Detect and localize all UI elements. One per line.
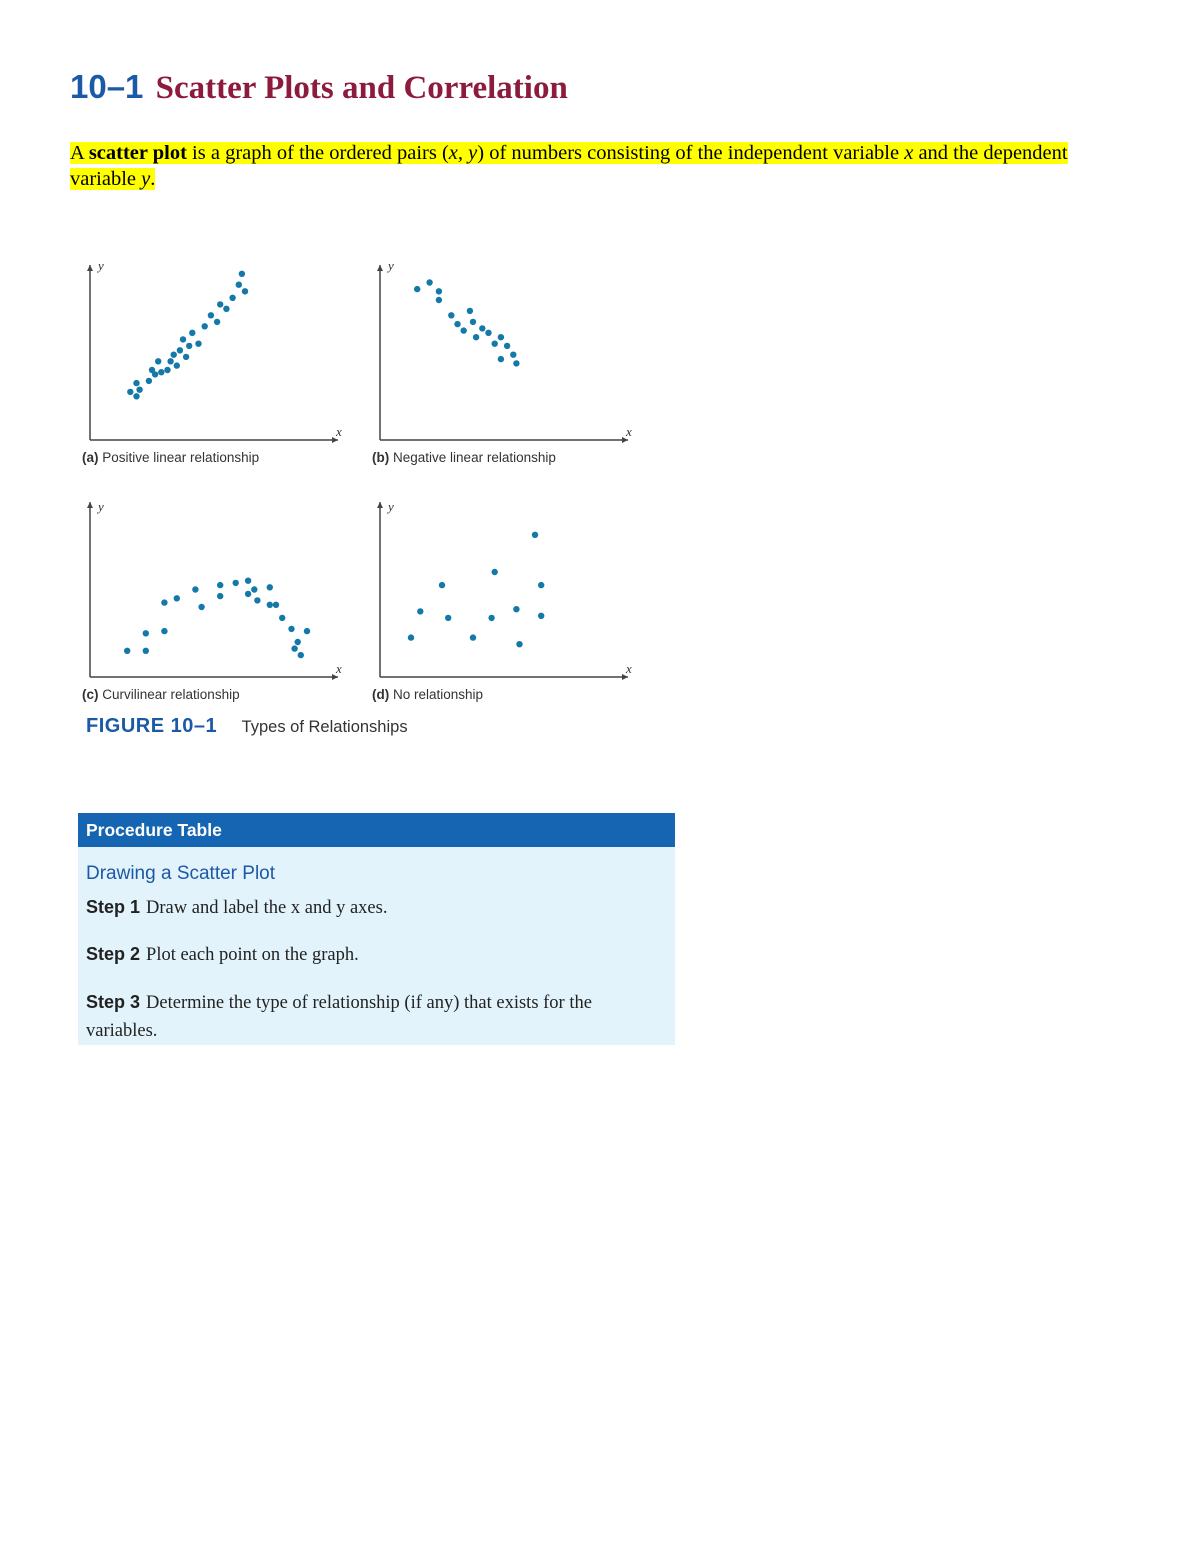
- data-point: [273, 602, 279, 608]
- scatter-panel-d: [360, 487, 650, 707]
- data-point: [236, 282, 242, 288]
- definition-text: and the dependent variable: [70, 142, 1068, 190]
- panel-caption-text: Negative linear relationship: [393, 450, 556, 465]
- data-point: [414, 286, 420, 292]
- scatter-plot-b: [360, 250, 650, 445]
- data-point: [158, 369, 164, 375]
- data-point: [498, 356, 504, 362]
- data-point: [485, 330, 491, 336]
- data-point: [304, 628, 310, 634]
- data-point: [208, 312, 214, 318]
- data-point: [124, 648, 130, 654]
- data-point: [143, 630, 149, 636]
- data-point: [538, 613, 544, 619]
- y-axis-label: y: [388, 499, 394, 514]
- data-point: [254, 597, 260, 603]
- data-point: [479, 325, 485, 331]
- definition-paragraph: [70, 140, 1130, 192]
- data-point: [492, 341, 498, 347]
- x-axis-label: x: [336, 661, 342, 676]
- data-point: [223, 306, 229, 312]
- y-axis-label: y: [388, 258, 394, 273]
- panel-caption-text: Positive linear relationship: [102, 450, 260, 465]
- data-point: [436, 297, 442, 303]
- data-point: [461, 327, 467, 333]
- step-text: Draw and label the x and y axes.: [146, 898, 388, 918]
- definition-text: A: [70, 142, 89, 164]
- definition-text: .: [150, 168, 156, 190]
- data-point: [267, 602, 273, 608]
- data-point: [242, 288, 248, 294]
- data-point: [267, 584, 273, 590]
- figure-10-1: [70, 250, 670, 750]
- data-point: [470, 634, 476, 640]
- data-point: [291, 645, 297, 651]
- data-point: [189, 330, 195, 336]
- data-point: [448, 312, 454, 318]
- figure-title: Types of Relationships: [241, 718, 408, 736]
- procedure-table-header: Procedure Table: [78, 813, 675, 847]
- data-point: [214, 319, 220, 325]
- data-point: [198, 604, 204, 610]
- scatter-panel-b: [360, 250, 650, 470]
- data-point: [217, 582, 223, 588]
- section-heading: [70, 68, 568, 107]
- data-point: [426, 279, 432, 285]
- definition-text: is a graph of the ordered pairs (: [186, 142, 449, 164]
- panel-caption: [82, 687, 240, 702]
- data-point: [239, 271, 245, 277]
- data-point: [183, 354, 189, 360]
- figure-number: FIGURE 10–1: [86, 715, 218, 737]
- procedure-step: [86, 893, 656, 922]
- step-label: Step 2: [86, 944, 141, 964]
- panel-letter: (d): [372, 687, 390, 702]
- step-text: Plot each point on the graph.: [146, 945, 359, 965]
- data-point: [417, 608, 423, 614]
- data-point: [136, 387, 142, 393]
- y-axis-arrow: [377, 502, 383, 508]
- scatter-plot-a: [70, 250, 360, 445]
- panel-caption: [372, 687, 483, 702]
- data-point: [229, 295, 235, 301]
- scatter-panel-a: [70, 250, 360, 470]
- data-point: [180, 336, 186, 342]
- data-point: [171, 352, 177, 358]
- data-point: [470, 319, 476, 325]
- data-point: [445, 615, 451, 621]
- data-point: [513, 360, 519, 366]
- y-axis-label: y: [98, 499, 104, 514]
- data-point: [439, 582, 445, 588]
- procedure-subtitle: Drawing a Scatter Plot: [86, 863, 276, 884]
- data-point: [245, 591, 251, 597]
- data-point: [279, 615, 285, 621]
- data-point: [513, 606, 519, 612]
- data-point: [174, 362, 180, 368]
- scatter-plot-c: [70, 487, 360, 682]
- data-point: [133, 380, 139, 386]
- data-point: [202, 323, 208, 329]
- data-point: [167, 358, 173, 364]
- procedure-step: [86, 940, 656, 969]
- panel-caption: [372, 450, 556, 465]
- data-point: [233, 580, 239, 586]
- data-point: [454, 321, 460, 327]
- panel-caption-text: No relationship: [393, 687, 484, 702]
- data-point: [177, 347, 183, 353]
- section-number: 10–1: [70, 68, 144, 105]
- data-point: [174, 595, 180, 601]
- data-point: [288, 626, 294, 632]
- panel-letter: (c): [82, 687, 99, 702]
- y-axis-arrow: [87, 265, 93, 271]
- data-point: [251, 586, 257, 592]
- data-point: [161, 599, 167, 605]
- definition-var: y: [468, 142, 478, 164]
- data-point: [245, 578, 251, 584]
- data-point: [295, 639, 301, 645]
- data-point: [217, 593, 223, 599]
- data-point: [498, 334, 504, 340]
- data-point: [467, 308, 473, 314]
- scatter-panel-c: [70, 487, 360, 707]
- data-point: [195, 341, 201, 347]
- data-point: [538, 582, 544, 588]
- panel-caption: [82, 450, 259, 465]
- step-text: Determine the type of relationship (if any) that exists for the variables.: [86, 993, 592, 1041]
- x-axis-label: x: [336, 424, 342, 439]
- data-point: [143, 648, 149, 654]
- step-label: Step 3: [86, 992, 141, 1012]
- procedure-step: [86, 988, 656, 1045]
- definition-var: x: [904, 142, 914, 164]
- definition-highlight: [70, 142, 1068, 190]
- data-point: [155, 358, 161, 364]
- definition-text: ) of numbers consisting of the independent variable: [477, 142, 905, 164]
- data-point: [186, 343, 192, 349]
- step-label: Step 1: [86, 897, 141, 917]
- data-point: [152, 371, 158, 377]
- data-point: [492, 569, 498, 575]
- data-point: [516, 641, 522, 647]
- definition-var: x,: [448, 142, 464, 164]
- procedure-table: [78, 813, 675, 1045]
- y-axis-arrow: [87, 502, 93, 508]
- section-title: Scatter Plots and Correlation: [155, 70, 568, 106]
- data-point: [127, 389, 133, 395]
- x-axis-label: x: [626, 661, 632, 676]
- data-point: [488, 615, 494, 621]
- definition-var: y: [141, 168, 151, 190]
- panel-letter: (b): [372, 450, 390, 465]
- data-point: [504, 343, 510, 349]
- panel-caption-text: Curvilinear relationship: [102, 687, 240, 702]
- data-point: [192, 586, 198, 592]
- data-point: [408, 634, 414, 640]
- x-axis-label: x: [626, 424, 632, 439]
- y-axis-label: y: [98, 258, 104, 273]
- data-point: [436, 288, 442, 294]
- data-point: [146, 378, 152, 384]
- panel-letter: (a): [82, 450, 99, 465]
- data-point: [217, 301, 223, 307]
- definition-term: scatter plot: [88, 142, 187, 164]
- scatter-plot-d: [360, 487, 650, 682]
- data-point: [532, 532, 538, 538]
- data-point: [161, 628, 167, 634]
- y-axis-arrow: [377, 265, 383, 271]
- data-point: [473, 334, 479, 340]
- data-point: [133, 393, 139, 399]
- data-point: [298, 652, 304, 658]
- data-point: [510, 352, 516, 358]
- data-point: [164, 367, 170, 373]
- figure-caption: [86, 715, 408, 738]
